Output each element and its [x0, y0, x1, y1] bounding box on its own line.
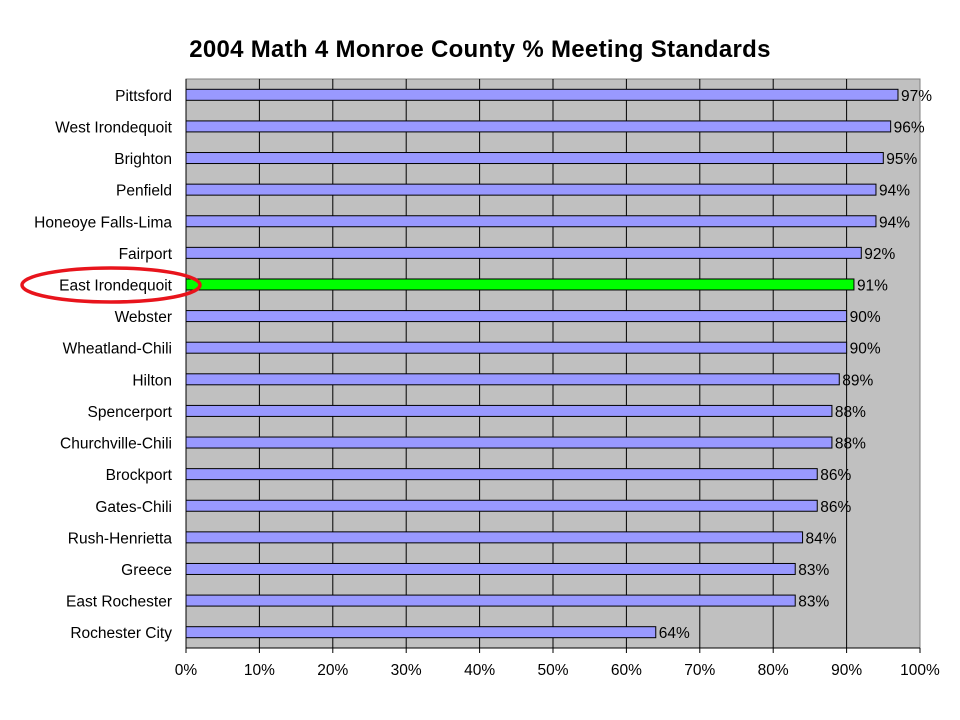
category-label: Webster	[114, 309, 172, 327]
bar-value-label: 91%	[856, 277, 888, 295]
category-labels	[34, 88, 173, 642]
bar-highlighted	[186, 279, 854, 290]
category-label: East Rochester	[66, 593, 172, 611]
bar	[186, 247, 861, 258]
bar	[186, 311, 847, 322]
bar-value-label: 88%	[834, 435, 866, 453]
category-label: Churchville-Chili	[60, 435, 172, 453]
chart-title: 2004 Math 4 Monroe County % Meeting Standards	[189, 36, 771, 63]
x-tick-label: 40%	[464, 662, 496, 679]
bar-value-label: 83%	[798, 561, 830, 579]
x-tick-label: 30%	[390, 662, 422, 679]
x-tick-label: 20%	[317, 662, 349, 679]
bar-value-label: 84%	[805, 530, 837, 548]
bar	[186, 405, 832, 416]
x-tick-label: 60%	[610, 662, 642, 679]
bar-value-label: 88%	[834, 403, 866, 421]
bar	[186, 627, 656, 638]
category-label: West Irondequoit	[55, 119, 172, 137]
bar	[186, 437, 832, 448]
bar	[186, 500, 817, 511]
bar-value-label: 96%	[893, 119, 925, 137]
bar	[186, 342, 847, 353]
x-axis-tick-labels	[175, 662, 940, 679]
category-label: Honeoye Falls-Lima	[34, 214, 172, 232]
category-label: Rochester City	[70, 625, 172, 643]
bar-value-label: 94%	[878, 214, 910, 232]
bar-value-label: 83%	[798, 593, 830, 611]
category-label: Hilton	[132, 372, 172, 390]
x-tick-label: 100%	[900, 662, 940, 679]
bar	[186, 595, 795, 606]
bar	[186, 532, 803, 543]
category-label: Brighton	[114, 151, 172, 169]
x-tick-label: 90%	[831, 662, 863, 679]
bar-value-label: 64%	[658, 625, 690, 643]
bar	[186, 374, 839, 385]
x-tick-label: 10%	[243, 662, 275, 679]
category-label: Gates-Chili	[95, 498, 172, 516]
category-label: Fairport	[118, 245, 172, 263]
bar	[186, 563, 795, 574]
category-label: Pittsford	[115, 87, 172, 105]
bar-value-label: 90%	[849, 309, 881, 327]
x-tick-label: 50%	[537, 662, 569, 679]
bar	[186, 89, 898, 100]
bar-value-label: 90%	[849, 340, 881, 358]
bar-value-label: 89%	[842, 372, 874, 390]
bar	[186, 216, 876, 227]
bar-value-label: 94%	[878, 182, 910, 200]
x-tick-label: 80%	[757, 662, 789, 679]
category-label: East Irondequoit	[59, 277, 172, 295]
bar	[186, 121, 891, 132]
category-label: Spencerport	[87, 403, 172, 421]
bar	[186, 469, 817, 480]
bar-value-label: 97%	[900, 87, 933, 105]
category-label: Wheatland-Chili	[62, 340, 172, 358]
x-tick-label: 70%	[684, 662, 716, 679]
category-label: Penfield	[115, 182, 172, 200]
category-label: Rush-Henrietta	[67, 530, 172, 548]
bar-value-label: 86%	[820, 498, 852, 516]
bar-value-label: 92%	[864, 245, 896, 263]
bar-value-label: 86%	[820, 467, 852, 485]
bar	[186, 153, 883, 164]
category-label: Brockport	[105, 467, 172, 485]
bar-value-label: 95%	[886, 151, 918, 169]
category-label: Greece	[121, 561, 172, 579]
bar	[186, 184, 876, 195]
x-tick-label: 0%	[174, 662, 198, 679]
